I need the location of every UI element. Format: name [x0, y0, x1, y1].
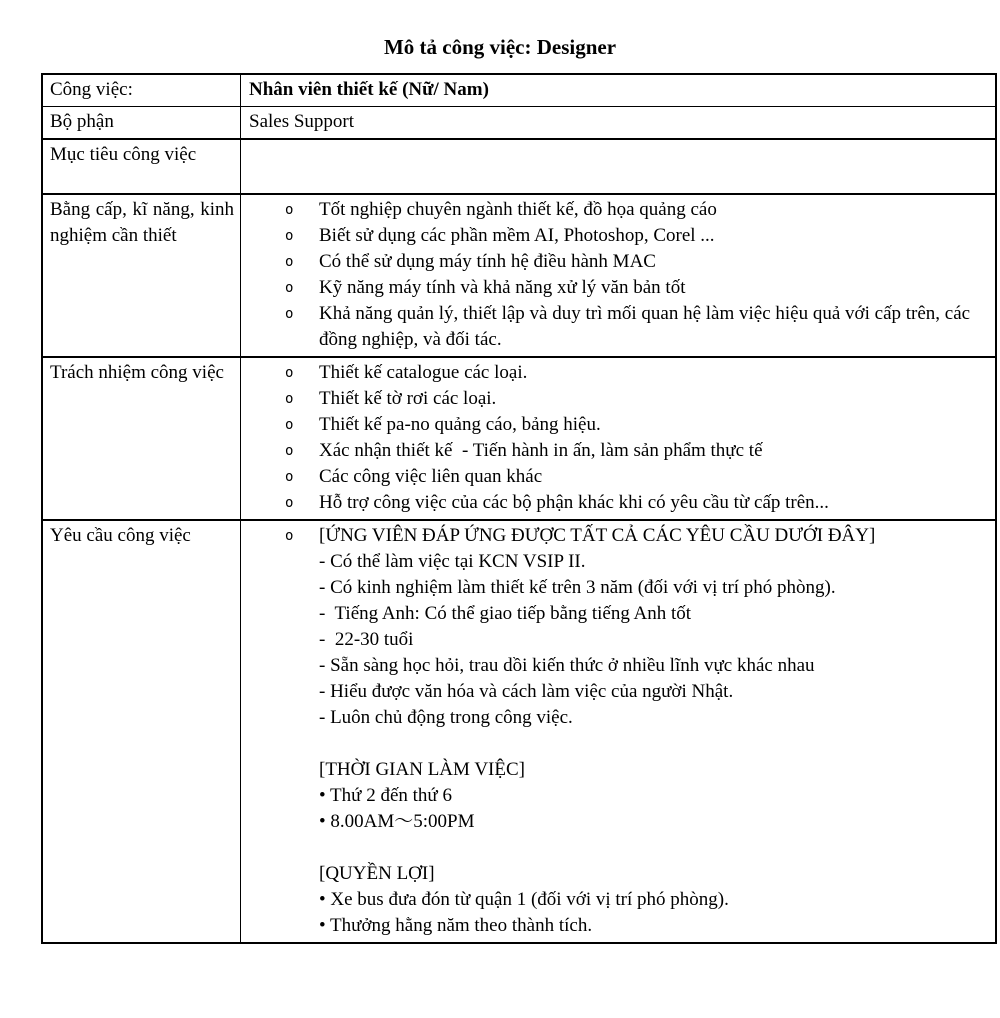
requirement-line: - Tiếng Anh: Có thể giao tiếp bằng tiếng Anh tốt [319, 603, 692, 624]
list-item [241, 223, 991, 249]
circle-bullet-icon: o [285, 365, 294, 381]
table-row-job [43, 75, 995, 106]
list-item-text: Tốt nghiệp chuyên ngành thiết kế, đồ họa quảng cáo [319, 199, 717, 220]
list-item-text: Thiết kế catalogue các loại. [319, 362, 528, 383]
row-value-objective [241, 140, 995, 193]
row-label-objective: Mục tiêu công việc [43, 140, 241, 193]
row-value-qualifications [241, 195, 995, 356]
requirement-line: - Có thể làm việc tại KCN VSIP II. [319, 551, 586, 572]
job-description-table [41, 73, 997, 944]
list-item-text: Kỹ năng máy tính và khả năng xử lý văn bản tốt [319, 277, 686, 298]
row-value-job: Nhân viên thiết kế (Nữ/ Nam) [249, 79, 489, 100]
row-label-department: Bộ phận [43, 107, 241, 138]
page-title: Mô tả công việc: Designer [383, 35, 617, 59]
benefit-line: • Thưởng hằng năm theo thành tích. [319, 915, 593, 936]
circle-bullet-icon: o [285, 202, 294, 218]
list-item-text: Thiết kế pa-no quảng cáo, bảng hiệu. [319, 414, 601, 435]
table-row-requirements [43, 519, 995, 942]
table-row-objective [43, 138, 995, 193]
table-row-department [43, 106, 995, 138]
circle-bullet-icon: o [285, 495, 294, 511]
list-item-text: Biết sử dụng các phần mềm AI, Photoshop, Corel ... [319, 225, 715, 246]
row-label-responsibilities: Trách nhiệm công việc [43, 358, 241, 519]
list-item [241, 438, 991, 464]
table-row-responsibilities [43, 356, 995, 519]
circle-bullet-icon: o [285, 443, 294, 459]
row-label-job: Công việc: [43, 75, 241, 106]
circle-bullet-icon: o [285, 417, 294, 433]
circle-bullet-icon: o [285, 254, 294, 270]
list-item [241, 249, 991, 275]
benefit-line: • Xe bus đưa đón từ quận 1 (đối với vị trí phó phòng). [319, 889, 729, 910]
list-item [241, 386, 991, 412]
list-item [241, 301, 991, 353]
list-item [241, 275, 991, 301]
row-label-requirements: Yêu cầu công việc [43, 521, 241, 942]
circle-bullet-icon: o [285, 469, 294, 485]
blank-line [319, 835, 991, 861]
requirement-line: - Sẵn sàng học hỏi, trau dồi kiến thức ở nhiều lĩnh vực khác nhau [319, 655, 815, 676]
circle-bullet-icon: o [285, 528, 294, 544]
working-time-line: • 8.00AM～5:00PM [319, 811, 475, 832]
list-item [241, 360, 991, 386]
benefits-heading: [QUYỀN LỢI] [319, 863, 435, 884]
circle-bullet-icon: o [285, 280, 294, 296]
list-item-text: Thiết kế tờ rơi các loại. [319, 388, 497, 409]
circle-bullet-icon: o [285, 306, 294, 322]
list-item [241, 412, 991, 438]
list-item-text: Có thể sử dụng máy tính hệ điều hành MAC [319, 251, 656, 272]
list-item-text: Các công việc liên quan khác [319, 466, 543, 487]
list-item-text: Hỗ trợ công việc của các bộ phận khác khi có yêu cầu từ cấp trên... [319, 492, 829, 513]
requirement-line: - 22-30 tuổi [319, 629, 414, 650]
circle-bullet-icon: o [285, 391, 294, 407]
list-item-text: Khả năng quản lý, thiết lập và duy trì mối quan hệ làm việc hiệu quả với cấp trên, các đồng nghiệp, và đối tác. [319, 303, 975, 350]
list-item [241, 523, 991, 549]
table-row-qualifications [43, 193, 995, 356]
row-value-requirements [241, 521, 995, 942]
circle-bullet-icon: o [285, 228, 294, 244]
row-label-qualifications: Bằng cấp, kĩ năng, kinh nghiệm cần thiết [43, 195, 241, 356]
requirement-line: - Có kinh nghiệm làm thiết kế trên 3 năm (đối với vị trí phó phòng). [319, 577, 836, 598]
list-item [241, 490, 991, 516]
requirement-line: - Hiểu được văn hóa và cách làm việc của người Nhật. [319, 681, 734, 702]
row-value-responsibilities [241, 358, 995, 519]
requirements-heading: [ỨNG VIÊN ĐÁP ỨNG ĐƯỢC TẤT CẢ CÁC YÊU CẦU DƯỚI ĐÂY] [319, 525, 876, 546]
working-time-line: • Thứ 2 đến thứ 6 [319, 785, 452, 806]
row-value-department: Sales Support [249, 111, 355, 132]
requirement-line: - Luôn chủ động trong công việc. [319, 707, 573, 728]
list-item [241, 464, 991, 490]
list-item [241, 197, 991, 223]
blank-line [319, 731, 991, 757]
working-time-heading: [THỜI GIAN LÀM VIỆC] [319, 759, 525, 780]
list-item-text: Xác nhận thiết kế - Tiến hành in ấn, làm sản phẩm thực tế [319, 440, 763, 461]
